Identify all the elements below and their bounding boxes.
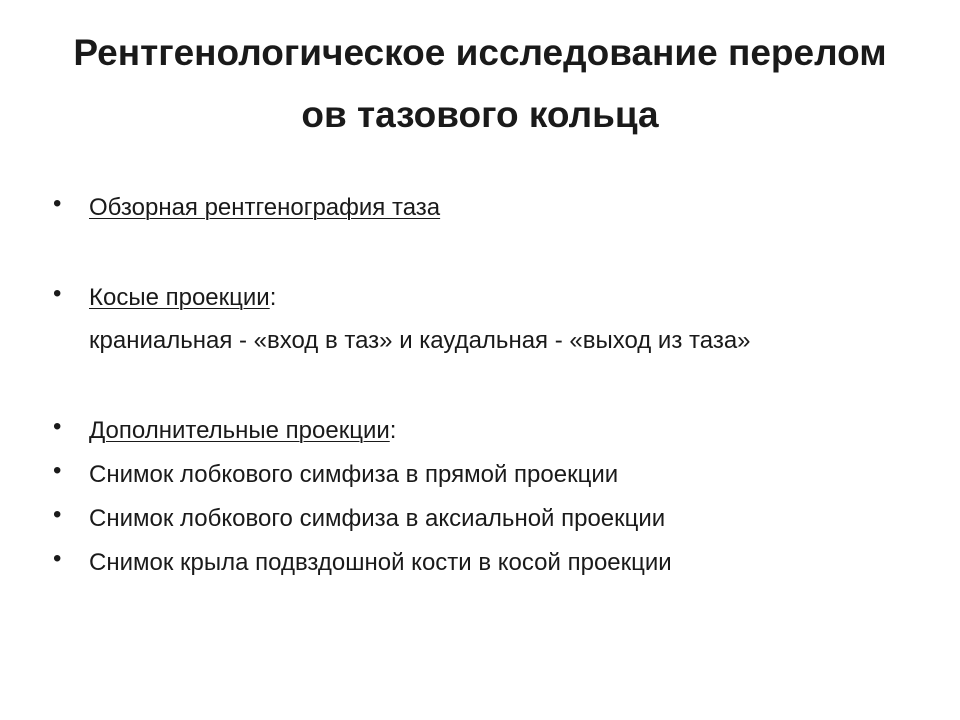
title-line-1: Рентгенологическое исследование перелом <box>73 32 887 73</box>
bullet-icon: • <box>53 280 62 307</box>
item-text: краниальная - «вход в таз» и каудальная - «выход из таза» <box>89 327 751 354</box>
item-suffix: : <box>389 417 397 444</box>
list-item-symphysis-axial <box>0 502 960 536</box>
item-text: Дополнительные проекции <box>89 417 390 444</box>
item-text: Косые проекции <box>89 284 270 311</box>
bullet-icon: • <box>53 545 62 572</box>
list-item-iliac-wing <box>0 546 960 580</box>
item-text: Снимок крыла подвздошной кости в косой проекции <box>89 549 672 576</box>
bullet-icon: • <box>53 190 62 217</box>
list-item-symphysis-direct <box>0 458 960 492</box>
bullet-icon: • <box>53 457 62 484</box>
list-item-overview <box>0 191 960 225</box>
bullet-icon: • <box>53 413 62 440</box>
item-text: Обзорная рентгенография таза <box>89 194 441 221</box>
title-line-2: ов тазового кольца <box>301 94 659 135</box>
list-item-oblique-detail <box>0 324 960 358</box>
bullet-icon: • <box>53 501 62 528</box>
list-item-additional <box>0 414 960 448</box>
item-text: Снимок лобкового симфиза в аксиальной проекции <box>89 505 666 532</box>
item-text: Снимок лобкового симфиза в прямой проекции <box>89 461 619 488</box>
list-item-oblique <box>0 281 960 315</box>
item-suffix: : <box>269 284 277 311</box>
